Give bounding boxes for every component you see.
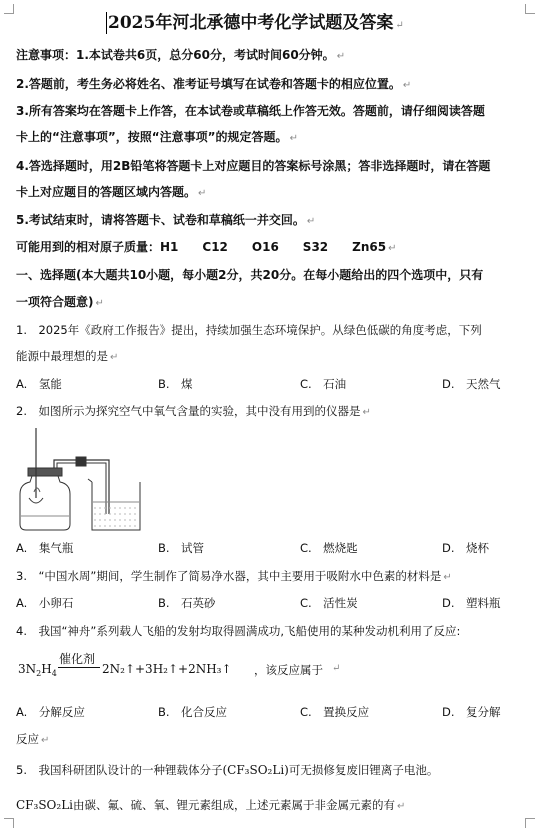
- section-heading-a: 一、选择题(本大题共10小题，每小题2分，共20分。在每小题给出的四个选项中，只有: [16, 268, 484, 282]
- option-a: A. 氢能: [16, 377, 62, 391]
- option-a: A. 集气瓶: [16, 541, 74, 555]
- question-1-stem-cont: 能源中最理想的是 ↵: [16, 349, 119, 363]
- option-b: B. 试管: [158, 541, 205, 555]
- option-c: C. 石油: [300, 377, 347, 391]
- text-cursor: [106, 12, 107, 34]
- option-d: D. 塑料瓶: [442, 596, 501, 610]
- option-c: C. 燃烧匙: [300, 541, 358, 555]
- question-5-stem-cont: CF₃SO₂Li由碳、氟、硫、氧、锂元素组成，上述元素属于非金属元素的有 ↵: [16, 798, 406, 812]
- question-2-options: [16, 540, 526, 556]
- option-d: D. 复分解: [442, 705, 501, 719]
- margin-corner-mark: [525, 818, 535, 828]
- margin-corner-mark: [4, 818, 14, 828]
- oxygen-experiment-figure: [14, 424, 149, 536]
- option-b: B. 化合反应: [158, 705, 228, 719]
- atomic-mass-line: 可能用到的相对原子质量：H1 C12 O16 S32 Zn65 ↵: [16, 240, 397, 254]
- document-title: 2025年河北承德中考化学试题及答案 ↵: [108, 13, 404, 33]
- question-2-stem: 2. 如图所示为探究空气中氧气含量的实验，其中没有用到的仪器是 ↵: [16, 404, 371, 418]
- question-4-stem: 4. 我国“神舟”系列载人飞船的发射均取得圆满成功,飞船使用的某种发动机利用了反应:: [16, 624, 461, 638]
- margin-corner-mark: [4, 4, 14, 14]
- option-a: A. 小卵石: [16, 596, 74, 610]
- question-4-option-wrap: 反应 ↵: [16, 732, 50, 746]
- equation-arrow-line: [58, 667, 100, 668]
- notice-line-4b: 卡上对应题目的答题区域内答题。 ↵: [16, 185, 207, 199]
- question-3-options: [16, 595, 526, 611]
- paragraph-mark: ↵: [395, 20, 404, 31]
- notice-line-1: 注意事项：1.本试卷共6页，总分60分，考试时间60分钟。 ↵: [16, 48, 346, 62]
- option-b: B. 煤: [158, 377, 193, 391]
- question-4-options: [16, 704, 526, 720]
- option-c: C. 活性炭: [300, 596, 358, 610]
- chemical-formula: CF₃SO₂Li: [16, 798, 73, 812]
- chemical-formula: (CF₃SO₂Li): [222, 763, 289, 777]
- option-d: D. 烧杯: [442, 541, 490, 555]
- question-3-stem: 3. “中国水周”期间，学生制作了简易净水器，其中主要用于吸附水中色素的材料是 ↵: [16, 569, 452, 583]
- question-5-stem: 5. 我国科研团队设计的一种锂载体分子(CF₃SO₂Li)可无损修复废旧锂离子电池。: [16, 763, 439, 777]
- option-b: B. 石英砂: [158, 596, 216, 610]
- margin-corner-mark: [525, 4, 535, 14]
- option-c: C. 置换反应: [300, 705, 370, 719]
- notice-line-3b: 卡上的“注意事项”，按照“注意事项”的规定答题。 ↵: [16, 130, 298, 144]
- equation-products: 2N₂↑+3H₂↑+2NH₃↑: [102, 662, 232, 676]
- question-1-options: [16, 376, 526, 392]
- equation-catalyst: 催化剂: [59, 652, 96, 666]
- notice-line-3a: 3.所有答案均在答题卡上作答，在本试卷或草稿纸上作答无效。答题前，请仔细阅读答题: [16, 104, 485, 118]
- question-1-stem: 1. 2025年《政府工作报告》提出，持续加强生态环境保护。从绿色低碳的角度考虑，下列: [16, 323, 482, 337]
- section-heading-b: 一项符合题意) ↵: [16, 295, 104, 309]
- equation-tail: ，该反应属于: [254, 663, 323, 677]
- option-a: A. 分解反应: [16, 705, 85, 719]
- notice-line-5: 5.考试结束时，请将答题卡、试卷和草稿纸一并交回。 ↵: [16, 213, 316, 227]
- notice-line-2: 2.答题前，考生务必将姓名、准考证号填写在试卷和答题卡的相应位置。 ↵: [16, 77, 412, 91]
- option-d: D. 天然气: [442, 377, 501, 391]
- reaction-equation: $3N_2H_4$ 催化剂 2N₂↑+3H₂↑+2NH₃↑ ，该反应属于 ↵: [18, 652, 341, 678]
- equation-reactant: $3N_2H_4$: [18, 662, 57, 678]
- notice-line-4a: 4.答选择题时，用2B铅笔将答题卡上对应题目的答案标号涂黑；答非选择题时，请在答题: [16, 159, 491, 173]
